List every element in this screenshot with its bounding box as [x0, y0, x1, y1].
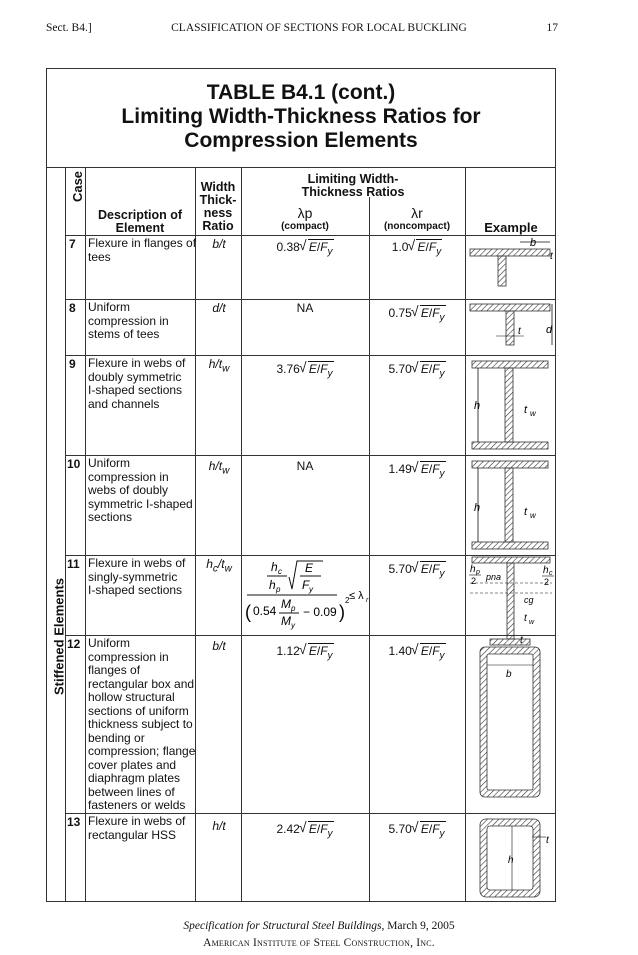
- case-number: 7: [69, 237, 76, 251]
- lambda-r-value: 0.75√ $E/F_y$: [369, 305, 465, 323]
- svg-text:r: r: [366, 597, 369, 604]
- svg-text:p: p: [476, 569, 480, 576]
- lambda-p-value: 2.42√ $E/F_y$: [241, 821, 369, 839]
- width-thickness-ratio: b/t: [212, 237, 226, 251]
- svg-text:t: t: [524, 613, 527, 624]
- row-description: Uniform compression in webs of doubly symmetric I-shaped sections: [88, 456, 193, 524]
- col-divider: [369, 197, 370, 901]
- lambda-r-value: 1.40√ $E/F_y$: [369, 643, 465, 661]
- svg-text:cg: cg: [524, 595, 534, 605]
- table-frame: [46, 68, 556, 902]
- page-number: 17: [546, 22, 558, 34]
- footer-publisher: American Institute of Steel Construction, Inc.: [203, 937, 435, 949]
- case-number: 11: [67, 557, 80, 571]
- svg-text:t: t: [524, 404, 528, 416]
- case-number: 10: [67, 457, 81, 471]
- footer-spec-line: Specification for Structural Steel Buildings, March 9, 2005: [183, 920, 455, 932]
- tee-flange-sketch: [470, 237, 554, 286]
- lambda-p-value: 3.76√ $E/F_y$: [241, 361, 369, 379]
- example-header: Example: [484, 220, 538, 235]
- running-title: CLASSIFICATION OF SECTIONS FOR LOCAL BUCKLING: [171, 22, 467, 34]
- svg-text:h: h: [508, 855, 514, 866]
- singly-symmetric-i-sketch: [469, 557, 554, 645]
- svg-text:2: 2: [345, 596, 350, 605]
- svg-text:h: h: [543, 565, 549, 576]
- svg-text:d: d: [546, 324, 553, 336]
- limiting-header: Limiting Width- Thickness Ratios: [301, 172, 405, 199]
- svg-text:h: h: [269, 578, 276, 592]
- page-footer: [0, 918, 638, 952]
- svg-text:M: M: [281, 597, 291, 611]
- lambda-r-value: 5.70√ $E/F_y$: [369, 561, 465, 579]
- svg-text:2: 2: [544, 577, 550, 587]
- row-description: Flexure in webs of singly-symmetric I-shaped sections: [88, 556, 186, 597]
- lambda-r-value: 5.70√ $E/F_y$: [369, 361, 465, 379]
- row-description: Uniform compression in flanges of rectangular box and hollow structural sections of uniform thickness subject to bending or compression; flange cover plates and diaphragm plates between lines of fasteners or welds: [88, 636, 196, 812]
- svg-text:w: w: [529, 619, 535, 626]
- case-number: 12: [67, 637, 81, 651]
- lambda-p-header: λp (compact): [281, 205, 329, 232]
- width-thickness-ratio: $h/t_w$: [208, 357, 230, 375]
- lambda-r-value: 1.0√ $E/F_y$: [369, 239, 465, 257]
- lambda-p-value: NA: [296, 459, 314, 473]
- tee-stem-sketch: [470, 304, 553, 345]
- lambda-r-value: 1.49√ $E/F_y$: [369, 461, 465, 479]
- svg-text:y: y: [291, 621, 295, 630]
- svg-text:h: h: [470, 564, 476, 575]
- example-sketches: [466, 235, 556, 901]
- width-thickness-ratio: $h_c/t_w$: [206, 557, 232, 575]
- svg-text:t: t: [546, 835, 549, 846]
- label-t: t: [550, 251, 553, 262]
- i-shape-sketch: [472, 461, 548, 549]
- width-thickness-ratio: d/t: [212, 301, 226, 315]
- running-head: [0, 22, 638, 40]
- svg-text:c: c: [278, 567, 282, 576]
- svg-text:h: h: [271, 560, 278, 574]
- svg-text:h: h: [474, 400, 481, 412]
- row-description: Flexure in webs of rectangular HSS: [88, 814, 186, 842]
- ratio-header: Width Thick- ness Ratio: [199, 180, 237, 233]
- lambda-p-value: NA: [296, 301, 314, 315]
- svg-text:p: p: [291, 604, 296, 613]
- lambda-p-formula: [243, 555, 369, 635]
- svg-text:b: b: [506, 669, 512, 680]
- case-number: 9: [69, 357, 76, 371]
- case-header: Case: [70, 170, 86, 203]
- svg-text:− 0.09: − 0.09: [303, 605, 337, 619]
- svg-text:(: (: [245, 602, 251, 622]
- box-section-sketch: [480, 635, 540, 797]
- svg-text:F: F: [302, 578, 310, 592]
- svg-text:0.54: 0.54: [253, 604, 277, 618]
- table-title: [47, 69, 555, 168]
- row-description: Flexure in webs of doubly symmetric I-shaped sections and channels: [88, 356, 186, 411]
- width-thickness-ratio: b/t: [212, 639, 226, 653]
- col-divider: [65, 167, 66, 901]
- case-number: 13: [67, 815, 81, 829]
- lambda-r-header: λr (noncompact): [383, 205, 451, 232]
- svg-text:M: M: [281, 614, 291, 628]
- width-thickness-ratio: h/t: [212, 819, 226, 833]
- table-title-line1: TABLE B4.1 (cont.): [206, 81, 396, 104]
- svg-text:p: p: [276, 585, 281, 594]
- svg-text:t: t: [524, 506, 528, 518]
- lambda-p-value: 1.12√ $E/F_y$: [241, 643, 369, 661]
- svg-text:t: t: [518, 326, 521, 337]
- svg-text:): ): [339, 602, 345, 622]
- hss-section-sketch: [480, 819, 550, 897]
- svg-text:c: c: [549, 570, 553, 577]
- svg-text:≤ λ: ≤ λ: [349, 590, 364, 602]
- col-divider: [241, 167, 242, 901]
- col-divider: [85, 167, 86, 901]
- svg-text:h: h: [474, 502, 481, 514]
- svg-text:w: w: [530, 409, 536, 418]
- description-header: Description of Element: [97, 208, 183, 235]
- stiffened-elements-label: Stiffened Elements: [51, 577, 67, 696]
- case-number: 8: [69, 301, 76, 315]
- svg-text:w: w: [530, 511, 536, 520]
- label-b: b: [530, 237, 537, 249]
- section-ref: Sect. B4.]: [46, 22, 92, 34]
- svg-text:t: t: [520, 635, 523, 646]
- width-thickness-ratio: $h/t_w$: [208, 459, 230, 477]
- svg-text:E: E: [305, 561, 314, 575]
- row-description: Uniform compression in stems of tees: [88, 300, 169, 341]
- svg-text:pna: pna: [486, 572, 502, 582]
- row-description: Flexure in flanges of tees: [88, 236, 197, 264]
- table-title-line2: Limiting Width-Thickness Ratios for: [121, 105, 481, 128]
- i-shape-sketch: [472, 361, 548, 449]
- lambda-p-value: 0.38√ $E/F_y$: [241, 239, 369, 257]
- svg-text:2: 2: [471, 576, 477, 586]
- lambda-r-value: 5.70√ $E/F_y$: [369, 821, 465, 839]
- svg-text:y: y: [309, 585, 313, 594]
- table-title-line3: Compression Elements: [184, 129, 418, 152]
